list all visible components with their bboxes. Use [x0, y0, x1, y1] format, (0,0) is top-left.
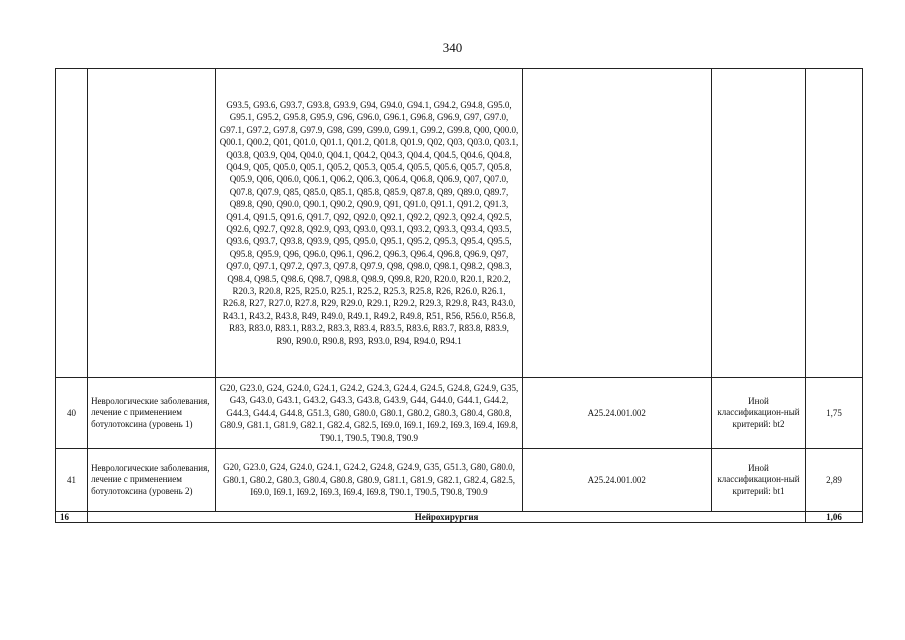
service-code: A25.24.001.002	[522, 378, 711, 449]
classification-criterion: Иной классификацион-ный критерий: bt2	[711, 378, 805, 449]
table-row	[56, 378, 863, 449]
row-number: 40	[56, 378, 88, 449]
diagnosis-codes: G20, G23.0, G24, G24.0, G24.1, G24.2, G24.8, G24.9, G35, G51.3, G80, G80.0, G80.1, G80.2, G80.3, G80.4, G80.8, G80.9, G81.1, G81.9, G82.1, G82.4, G82.5, I69.0, I69.1, I69.2, I69.3, I69.4, I69.8, T90.1, T90.5, T90.8, T90.9	[216, 449, 522, 512]
coefficient: 1,75	[806, 378, 863, 449]
group-name: Неврологические заболевания, лечение с применением ботулотоксина (уровень 1)	[88, 378, 216, 449]
classification-criterion	[711, 69, 805, 378]
row-number: 41	[56, 449, 88, 512]
table-row	[56, 69, 863, 378]
row-number	[56, 69, 88, 378]
group-name: Неврологические заболевания, лечение с применением ботулотоксина (уровень 2)	[88, 449, 216, 512]
table-row	[56, 449, 863, 512]
section-row	[56, 512, 863, 523]
section-number: 16	[56, 512, 88, 523]
tariff-table	[55, 68, 863, 523]
diagnosis-codes: G20, G23.0, G24, G24.0, G24.1, G24.2, G24.3, G24.4, G24.5, G24.8, G24.9, G35, G43, G43.0, G43.1, G43.2, G43.3, G43.8, G43.9, G44, G44.0, G44.1, G44.2, G44.3, G44.4, G44.8, G51.3, G80, G80.0, G80.1, G80.2, G80.3, G80.4, G80.8, G80.9, G81.1, G81.9, G82.1, G82.4, G82.5, I69.0, I69.1, I69.2, I69.3, I69.4, I69.8, T90.1, T90.5, T90.8, T90.9	[216, 378, 522, 449]
page-number: 340	[442, 40, 463, 55]
diagnosis-codes: G93.5, G93.6, G93.7, G93.8, G93.9, G94, G94.0, G94.1, G94.2, G94.8, G95.0, G95.1, G95.2, G95.8, G95.9, G96, G96.0, G96.1, G96.8, G96.9, G97, G97.0, G97.1, G97.2, G97.8, G97.9, G98, G99, G99.0, G99.1, G99.2, G99.8, Q00, Q00.0, Q00.1, Q00.2, Q01, Q01.0, Q01.1, Q01.2, Q01.8, Q01.9, Q02, Q03, Q03.0, Q03.1, Q03.8, Q03.9, Q04, Q04.0, Q04.1, Q04.2, Q04.3, Q04.4, Q04.5, Q04.6, Q04.8, Q04.9, Q05, Q05.0, Q05.1, Q05.2, Q05.3, Q05.4, Q05.5, Q05.6, Q05.7, Q05.8, Q05.9, Q06, Q06.0, Q06.1, Q06.2, Q06.3, Q06.4, Q06.8, Q06.9, Q07, Q07.0, Q07.8, Q07.9, Q85, Q85.0, Q85.1, Q85.8, Q85.9, Q87.8, Q89, Q89.0, Q89.7, Q89.8, Q90, Q90.0, Q90.1, Q90.2, Q90.9, Q91, Q91.0, Q91.1, Q91.2, Q91.3, Q91.4, Q91.5, Q91.6, Q91.7, Q92, Q92.0, Q92.1, Q92.2, Q92.3, Q92.4, Q92.5, Q92.6, Q92.7, Q92.8, Q92.9, Q93, Q93.0, Q93.1, Q93.2, Q93.3, Q93.4, Q93.5, Q93.6, Q93.7, Q93.8, Q93.9, Q95, Q95.0, Q95.1, Q95.2, Q95.3, Q95.4, Q95.5, Q95.8, Q95.9, Q96, Q96.0, Q96.1, Q96.2, Q96.3, Q96.4, Q96.8, Q96.9, Q97, Q97.0, Q97.1, Q97.2, Q97.3, Q97.8, Q97.9, Q98, Q98.0, Q98.1, Q98.2, Q98.3, Q98.4, Q98.5, Q98.6, Q98.7, Q98.8, Q98.9, Q99.8, R20, R20.0, R20.1, R20.2, R20.3, R20.8, R25, R25.0, R25.1, R25.2, R25.3, R25.8, R26, R26.0, R26.1, R26.8, R27, R27.0, R27.8, R29, R29.0, R29.1, R29.2, R29.3, R29.8, R43, R43.0, R43.1, R43.2, R43.8, R49, R49.0, R49.1, R49.2, R49.8, R51, R56, R56.0, R56.8, R83, R83.0, R83.1, R83.2, R83.3, R83.4, R83.5, R83.6, R83.7, R83.8, R83.9, R90, R90.0, R90.8, R93, R93.0, R94, R94.0, R94.1	[216, 69, 522, 378]
group-name	[88, 69, 216, 378]
section-title: Нейрохирургия	[88, 512, 806, 523]
classification-criterion: Иной классификацион-ный критерий: bt1	[711, 449, 805, 512]
coefficient: 2,89	[806, 449, 863, 512]
service-code: A25.24.001.002	[522, 449, 711, 512]
section-coefficient: 1,06	[806, 512, 863, 523]
coefficient	[806, 69, 863, 378]
service-code	[522, 69, 711, 378]
